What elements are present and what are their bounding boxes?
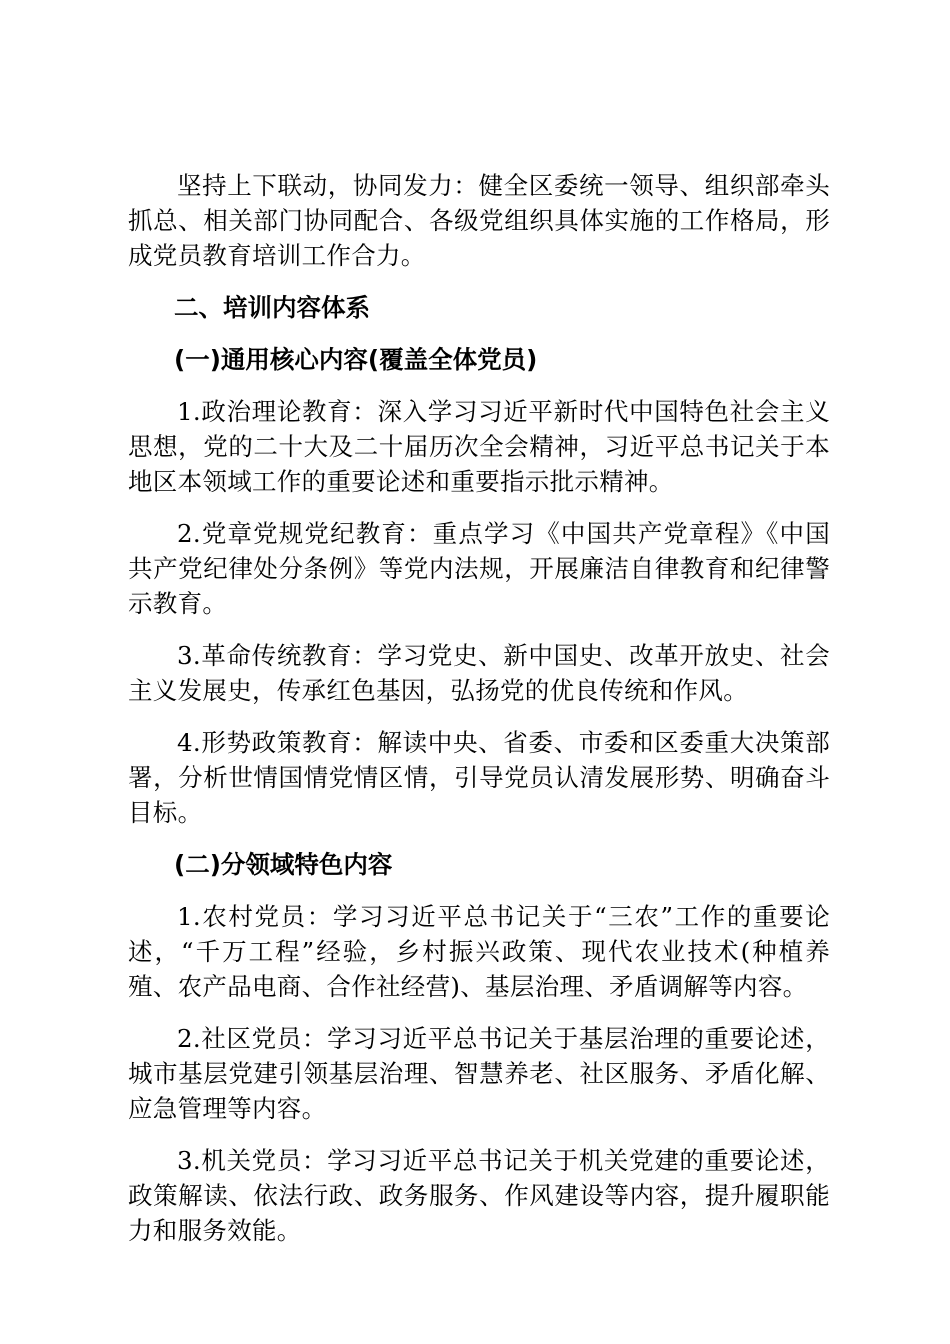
paragraph-revolutionary-tradition: 3.革命传统教育：学习党史、新中国史、改革开放史、社会主义发展史，传承红色基因，弘扬党的优良传统和作风。	[128, 641, 830, 705]
paragraph-coordination: 坚持上下联动，协同发力：健全区委统一领导、组织部牵头抓总、相关部门协同配合、各级党组织具体实施的工作格局，形成党员教育培训工作合力。	[128, 171, 830, 270]
paragraph-agency-members: 3.机关党员：学习习近平总书记关于机关党建的重要论述，政策解读、依法行政、政务服务、作风建设等内容，提升履职能力和服务效能。	[128, 1146, 830, 1245]
section-heading-training-content: 二、培训内容体系	[174, 293, 370, 322]
subsection-heading-core-content: (一)通用核心内容(覆盖全体党员)	[174, 345, 538, 374]
paragraph-political-theory: 1.政治理论教育：深入学习习近平新时代中国特色社会主义思想，党的二十大及二十届历次全会精神，习近平总书记关于本地区本领域工作的重要论述和重要指示批示精神。	[128, 397, 830, 496]
subsection-heading-domain-content: (二)分领域特色内容	[174, 850, 393, 879]
paragraph-community-members: 2.社区党员：学习习近平总书记关于基层治理的重要论述，城市基层党建引领基层治理、智慧养老、社区服务、矛盾化解、应急管理等内容。	[128, 1024, 830, 1123]
paragraph-party-rules: 2.党章党规党纪教育：重点学习《中国共产党章程》《中国共产党纪律处分条例》等党内法规，开展廉洁自律教育和纪律警示教育。	[128, 519, 830, 618]
paragraph-policy-education: 4.形势政策教育：解读中央、省委、市委和区委重大决策部署，分析世情国情党情区情，引导党员认清发展形势、明确奋斗目标。	[128, 728, 830, 827]
paragraph-rural-members: 1.农村党员：学习习近平总书记关于“三农”工作的重要论述，“千万工程”经验，乡村振兴政策、现代农业技术(种植养殖、农产品电商、合作社经营)、基层治理、矛盾调解等内容。	[128, 902, 830, 1001]
document-page	[128, 168, 830, 1248]
